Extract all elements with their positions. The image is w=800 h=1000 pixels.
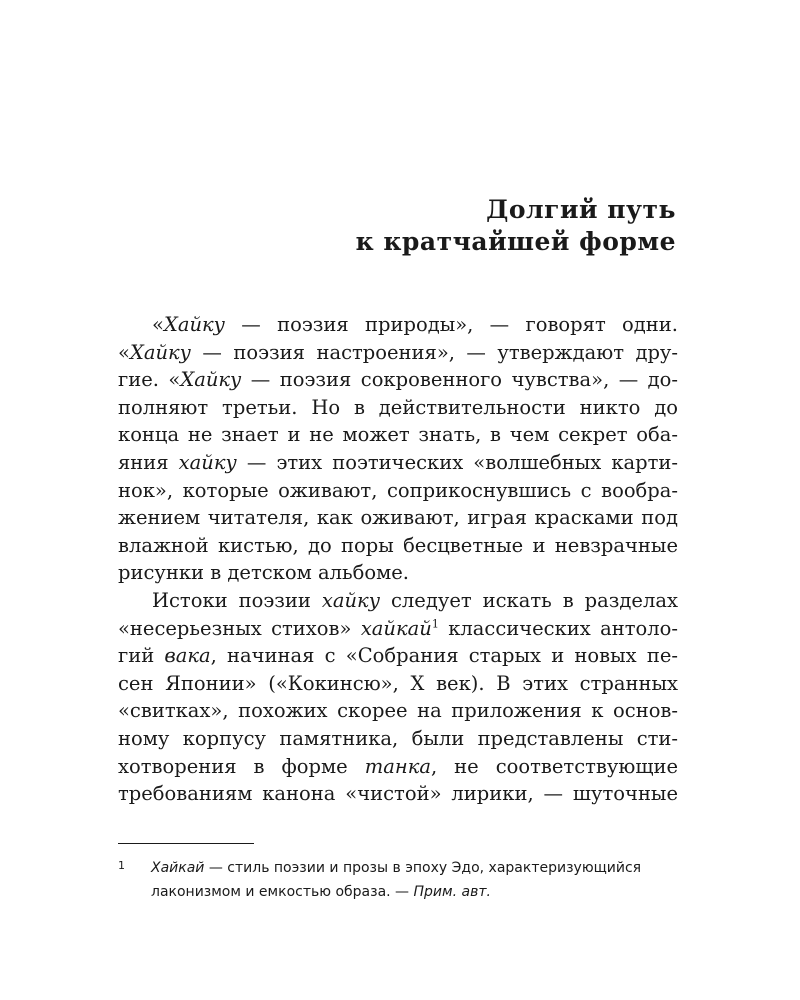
text-run: « [152, 313, 164, 336]
text-run: яния [118, 450, 179, 474]
italic-term: хайку [178, 450, 237, 474]
italic-term: хайку [321, 588, 381, 612]
text-run: нок», которые оживают, соприкоснувшись с вообра- [118, 478, 678, 502]
text-run: сен Японии» («Кокинсю», X век). В этих странных [118, 671, 678, 695]
paragraph2-line [118, 725, 678, 753]
italic-term: Хайку [163, 313, 225, 336]
paragraph2-line [118, 642, 678, 670]
text-run: полняют третьи. Но в действительности никто до [118, 395, 678, 419]
footnote-note: Прим. авт. [413, 884, 491, 900]
text-run: влажной кистью, до поры бесцветные и невзрачные [118, 533, 678, 557]
paragraph1-line [118, 449, 678, 477]
text-run: требованиям канона «чистой» лирики, — шуточные [118, 782, 678, 806]
paragraph2-line [118, 753, 678, 781]
text-run: конца не знает и не может знать, в чем секрет оба- [118, 423, 678, 447]
paragraph1-line [118, 366, 678, 394]
text-run: , не соответствующие [430, 754, 678, 778]
paragraph1-line [118, 559, 678, 587]
text-run: — поэзия настроения», — утверждают дру- [190, 340, 678, 364]
paragraph1-line [118, 504, 678, 532]
text-run: классических антоло- [438, 616, 679, 640]
text-run: хотворения в форме [118, 754, 365, 778]
paragraph-2 [118, 587, 678, 808]
footnote [118, 856, 683, 904]
paragraph2-line [118, 780, 678, 808]
chapter-title-line-2: к кратчайшей форме [355, 226, 676, 256]
italic-term: танка [364, 754, 431, 778]
paragraph-1 [118, 311, 678, 587]
text-run: ному корпусу памятника, были представлены сти- [118, 726, 678, 750]
text-run: гий [118, 644, 165, 668]
footnote-text-1: — стиль поэзии и прозы в эпоху Эдо, характеризующийся [204, 860, 642, 876]
italic-term: вака [164, 644, 211, 668]
paragraph2-line [118, 697, 678, 725]
text-run: жением читателя, как оживают, играя красками под [118, 506, 678, 530]
paragraph1-line [118, 477, 678, 505]
chapter-title-line-1: Долгий путь [486, 194, 676, 224]
footnote-line-1 [151, 856, 683, 880]
text-run: рисунки в детском альбоме. [118, 561, 409, 585]
text-run: « [118, 340, 130, 364]
italic-term: Хайку [180, 368, 242, 392]
body-text [118, 311, 678, 808]
italic-term: хайкай [360, 616, 432, 640]
paragraph1-line [118, 394, 678, 422]
paragraph1-line [118, 421, 678, 449]
text-run: — поэзия сокровенного чувства», — до- [241, 368, 678, 392]
italic-term: Хайку [129, 340, 191, 364]
footnote-reference: 1 [431, 617, 439, 631]
footnote-text-2: лаконизмом и емкостью образа. — [151, 884, 414, 900]
text-run: гие. « [118, 368, 181, 392]
footnote-line-2 [151, 880, 683, 904]
text-run: , начиная с «Собрания старых и новых пе- [210, 644, 678, 668]
footnote-divider [118, 843, 254, 844]
paragraph1-line [118, 532, 678, 560]
text-run: — этих поэтических «волшебных карти- [236, 450, 678, 474]
chapter-title [300, 194, 676, 258]
paragraph2-line [118, 615, 678, 643]
paragraph1-line [118, 339, 678, 367]
text-run: — поэзия природы», — говорят одни. [224, 313, 678, 336]
paragraph1-line [118, 311, 678, 339]
paragraph2-line [118, 587, 678, 615]
text-run: «свитках», похожих скорее на приложения к основ- [118, 699, 678, 723]
footnote-mark: 1 [118, 859, 125, 872]
text-run: «несерьезных стихов» [118, 616, 361, 640]
text-run: Истоки поэзии [152, 588, 322, 612]
footnote-term: Хайкай [151, 860, 205, 876]
text-run: следует искать в разделах [380, 588, 678, 612]
paragraph2-line [118, 670, 678, 698]
